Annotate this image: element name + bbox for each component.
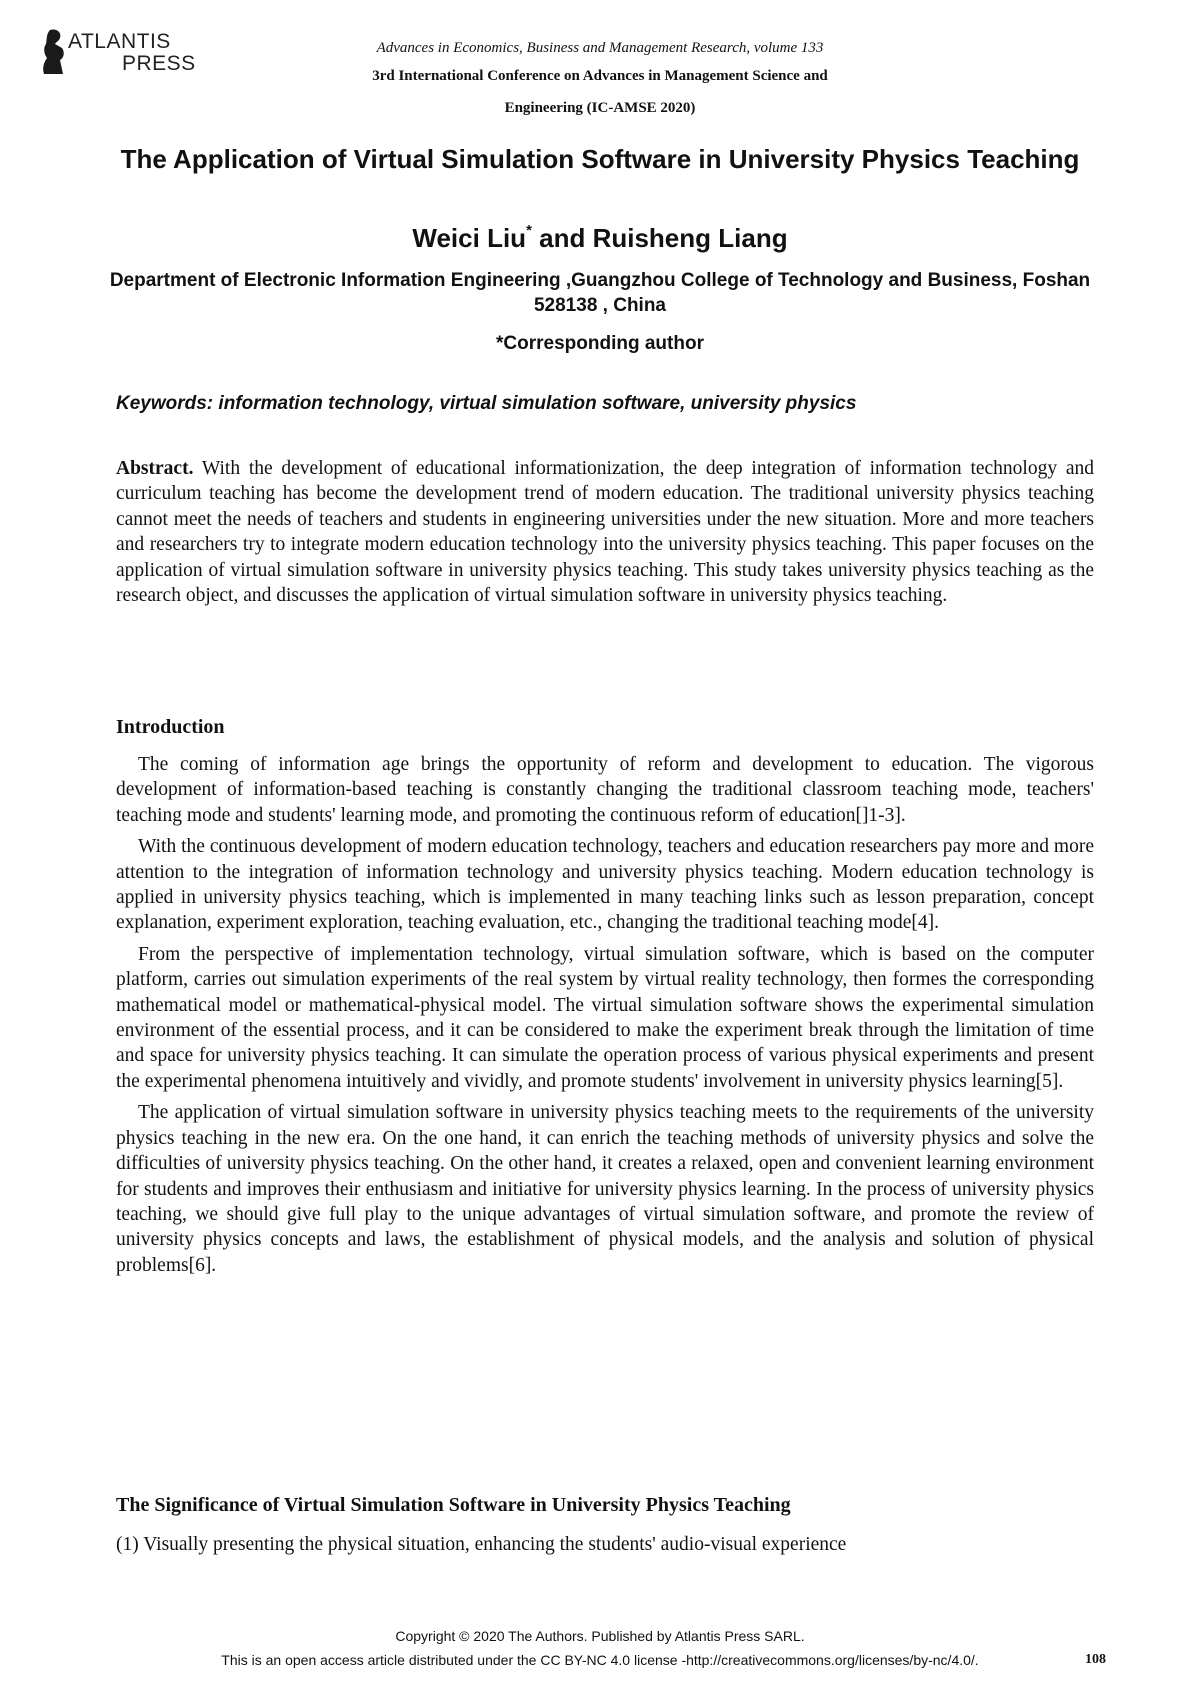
- author-name: Ruisheng Liang: [592, 223, 788, 253]
- affiliation: Department of Electronic Information Engineering ,Guangzhou College of Technology and Business, Foshan 528138 , China: [109, 270, 1091, 316]
- subsection-item: (1) Visually presenting the physical situation, enhancing the students' audio-visual experience: [116, 1534, 847, 1555]
- section-heading-significance: The Significance of Virtual Simulation Software in University Physics Teaching: [116, 1494, 791, 1516]
- section-heading-introduction: Introduction: [116, 716, 225, 738]
- series-header: Advances in Economics, Business and Management Research, volume 133: [376, 40, 824, 56]
- paragraph: The coming of information age brings the opportunity of reform and development to education. The vigorous development of information-based teaching is constantly changing the traditional classroom teaching mode, teachers' teaching mode and students' learning mode, and promoting the continuous reform of education[]1-3].: [116, 754, 1094, 826]
- publisher-logo: [38, 28, 198, 80]
- abstract-text: With the development of educational informationization, the deep integration of information technology and curriculum teaching has become the development trend of modern education. The traditional university physics teaching cannot meet the needs of teachers and students in engineering universities under the new situation. More and more teachers and researchers try to integrate modern education technology into the university physics teaching. This paper focuses on the application of virtual simulation software in university physics teaching. This study takes university physics teaching as the research object, and discusses the application of virtual simulation software in university physics teaching.: [116, 458, 1094, 607]
- introduction-body: [116, 752, 1094, 1284]
- paragraph: The application of virtual simulation software in university physics teaching meets to the requirements of the university physics teaching in the new era. On the one hand, it can enrich the teaching methods of university physics and solve the difficulties of university physics teaching. On the other hand, it creates a relaxed, open and convenient learning environment for students and improves their enthusiasm and initiative for university physics learning. In the process of university physics teaching, we should give full play to the unique advantages of virtual simulation software, and promote the review of university physics concepts and laws, the establishment of physical models, and the analysis and solution of physical problems[6].: [116, 1102, 1094, 1276]
- conference-line1: 3rd International Conference on Advances in Management Science and: [372, 68, 828, 84]
- author-name: Weici Liu: [412, 223, 527, 253]
- thinker-statue-icon: [38, 28, 68, 78]
- logo-line1: ATLANTIS: [68, 30, 171, 53]
- license-notice: This is an open access article distributed under the CC BY-NC 4.0 license -http://creativecommons.org/licenses/by-nc/4.0/.: [221, 1652, 979, 1668]
- logo-line2: PRESS: [122, 52, 196, 75]
- keywords: Keywords: information technology, virtual simulation software, university physics: [116, 393, 857, 414]
- conference-line2: Engineering (IC-AMSE 2020): [504, 100, 696, 116]
- abstract-label: Abstract.: [116, 458, 194, 479]
- copyright-notice: Copyright © 2020 The Authors. Published by Atlantis Press SARL.: [395, 1628, 805, 1644]
- paper-title: The Application of Virtual Simulation Software in University Physics Teaching: [120, 144, 1080, 174]
- paragraph: From the perspective of implementation technology, virtual simulation software, which is based on the computer platform, carries out simulation experiments of the real system by virtual reality technology, then formes the corresponding mathematical model or mathematical-physical model. The virtual simulation software shows the experimental simulation environment of the essential process, and it can be considered to make the experiment break through the limitation of time and space for university physics teaching. It can simulate the operation process of various physical experiments and present the experimental phenomena intuitively and vividly, and promote students' involvement in university physics learning[5].: [116, 943, 1094, 1092]
- corresponding-author-note: *Corresponding author: [496, 333, 704, 354]
- corresponding-mark: *: [526, 222, 532, 239]
- author-list: [200, 222, 1000, 254]
- abstract: [116, 456, 1094, 608]
- page-number: 108: [1085, 1652, 1106, 1667]
- paragraph: With the continuous development of modern education technology, teachers and education researchers pay more and more attention to the integration of information technology and university physics teaching. Modern education technology is applied in university physics teaching, which is implemented in many teaching links such as lesson preparation, concept explanation, experiment exploration, teaching evaluation, etc., changing the traditional teaching mode[4].: [116, 836, 1094, 934]
- author-separator: and: [531, 223, 593, 253]
